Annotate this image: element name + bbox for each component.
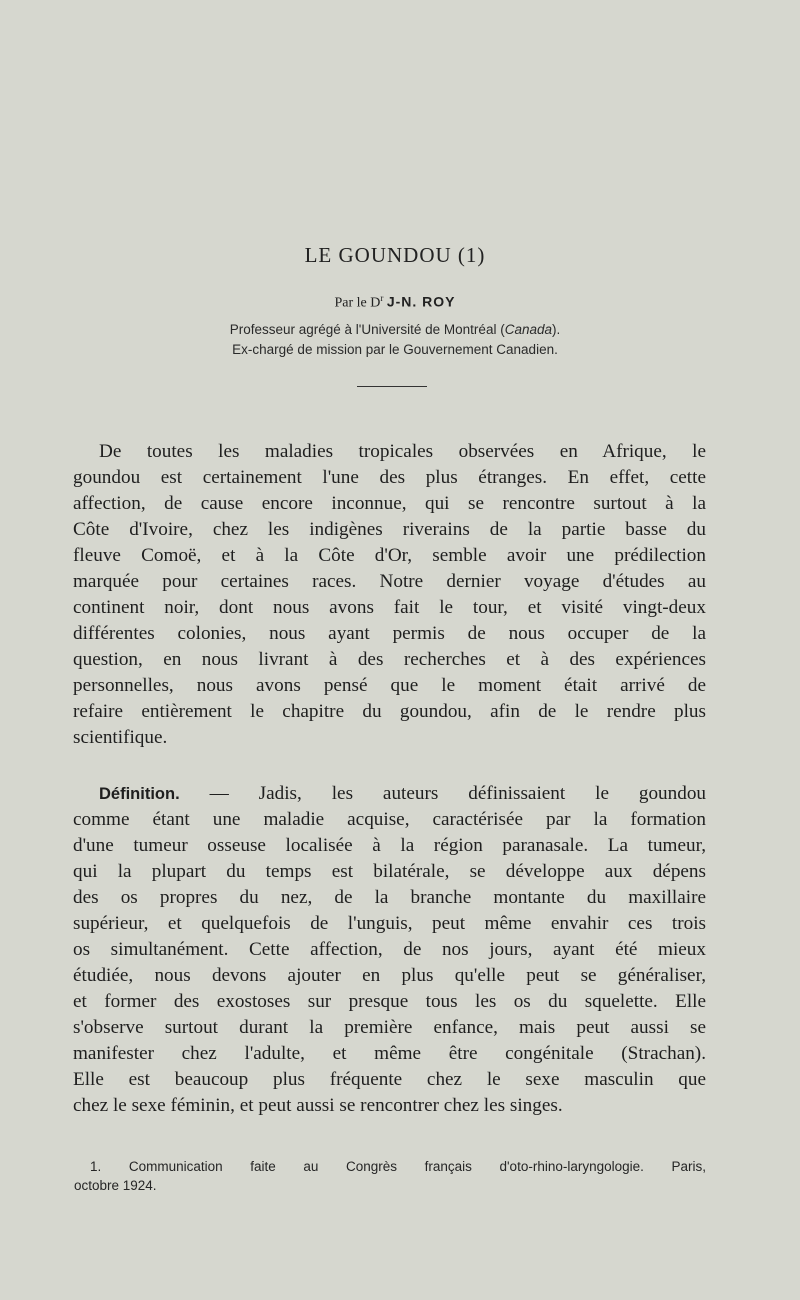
text-line: affection, de cause encore inconnue, qui se rencontre surtout à la bbox=[73, 493, 706, 514]
affiliation-1b: Canada bbox=[504, 322, 552, 337]
text-line: fleuve Comoë, et à la Côte d'Or, semble avoir une prédilection bbox=[73, 545, 706, 566]
text-line: De toutes les maladies tropicales observées en Afrique, le bbox=[99, 441, 706, 462]
text-line: et former des exostoses sur presque tous les os du squelette. Elle bbox=[73, 991, 706, 1012]
text-line: goundou est certainement l'une des plus étranges. En effet, cette bbox=[73, 467, 706, 488]
text-line: s'observe surtout durant la première enfance, mais peut aussi se bbox=[73, 1017, 706, 1038]
author-name: J-N. ROY bbox=[386, 293, 456, 310]
author-affiliation-2: Ex-chargé de mission par le Gouvernement Canadien. bbox=[232, 342, 558, 357]
text-line: comme étant une maladie acquise, caractérisée par la formation bbox=[73, 809, 706, 830]
definition-paragraph bbox=[73, 781, 706, 1119]
article-title: LE GOUNDOU (1) bbox=[304, 243, 486, 267]
text-line: refaire entièrement le chapitre du goundou, afin de le rendre plus bbox=[73, 701, 706, 722]
text-line: personnelles, nous avons pensé que le moment était arrivé de bbox=[73, 675, 706, 696]
affiliation-1c: ). bbox=[552, 322, 561, 337]
text-line: continent noir, dont nous avons fait le tour, et visité vingt-deux bbox=[73, 597, 706, 618]
text-line: chez le sexe féminin, et peut aussi se rencontrer chez les singes. bbox=[73, 1095, 563, 1116]
definition-first-line-text: — Jadis, les auteurs définissaient le goundou bbox=[209, 783, 707, 804]
author-byline bbox=[0, 293, 790, 312]
text-line: Elle est beaucoup plus fréquente chez le sexe masculin que bbox=[73, 1069, 706, 1090]
text-line: des os propres du nez, de la branche montante du maxillaire bbox=[73, 887, 706, 908]
footnote-line-1: 1. Communication faite au Congrès français d'oto-rhino-laryngologie. Paris, bbox=[90, 1159, 706, 1174]
byline-sup: r bbox=[380, 293, 384, 303]
byline-prefix: Par le D bbox=[334, 295, 381, 311]
affiliation-1a: Professeur agrégé à l'Université de Montréal ( bbox=[229, 322, 505, 337]
text-line: supérieur, et quelquefois de l'unguis, peut même envahir ces trois bbox=[73, 913, 706, 934]
text-line: marquée pour certaines races. Notre dernier voyage d'études au bbox=[73, 571, 706, 592]
definition-label: Définition. bbox=[99, 785, 180, 803]
text-line: question, en nous livrant à des recherches et à des expériences bbox=[73, 649, 706, 670]
text-line: Côte d'Ivoire, chez les indigènes riverains de la partie basse du bbox=[73, 519, 706, 540]
text-line: étudiée, nous devons ajouter en plus qu'elle peut se généraliser, bbox=[73, 965, 706, 986]
footnote-line-2: octobre 1924. bbox=[74, 1178, 157, 1193]
text-line: d'une tumeur osseuse localisée à la région paranasale. La tumeur, bbox=[73, 835, 706, 856]
text-line: qui la plupart du temps est bilatérale, se développe aux dépens bbox=[73, 861, 706, 882]
definition-first-line bbox=[73, 781, 706, 807]
intro-paragraph bbox=[73, 439, 706, 751]
text-line: manifester chez l'adulte, et même être congénitale (Strachan). bbox=[73, 1043, 706, 1064]
text-line: différentes colonies, nous ayant permis de nous occuper de la bbox=[73, 623, 706, 644]
text-line: os simultanément. Cette affection, de nos jours, ayant été mieux bbox=[73, 939, 706, 960]
author-affiliation-1 bbox=[0, 322, 790, 337]
separator-rule bbox=[357, 386, 427, 387]
footnote bbox=[74, 1157, 706, 1195]
text-line: scientifique. bbox=[73, 727, 168, 748]
